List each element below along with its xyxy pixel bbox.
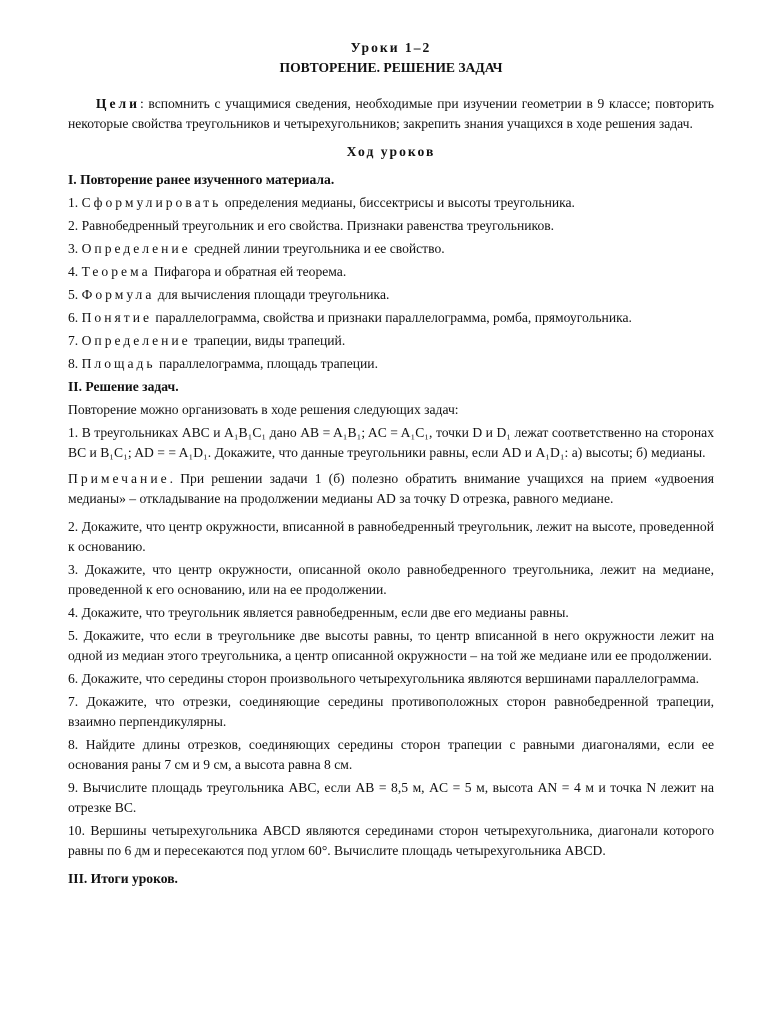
goals-text: : вспомнить с учащимися сведения, необходимые при изучении геометрии в 9 классе; повторить некоторые свойства треугольников и четырехугольников; закрепить знания учащихся в ходе решения задач. xyxy=(68,96,714,131)
list-item: 5. Формула для вычисления площади треугольника. xyxy=(68,287,390,302)
task-item: 6. Докажите, что середины сторон произвольного четырехугольника являются вершинами параллелограмма. xyxy=(68,671,700,686)
task-item: 4. Докажите, что треугольник является равнобедренным, если две его медианы равны. xyxy=(68,605,569,620)
list-item: 8. Площадь параллелограмма, площадь трапеции. xyxy=(68,356,378,371)
section-2-intro: Повторение можно организовать в ходе решения следующих задач: xyxy=(68,402,459,417)
tasks-list xyxy=(68,517,714,861)
task-item: 3. Докажите, что центр окружности, описанной около равнобедренного треугольника, лежит на медиане, проведенной к его основанию, или на ее продолжении. xyxy=(68,562,714,597)
task-item: 9. Вычислите площадь треугольника ABC, если AB = 8,5 м, AC = 5 м, высота AN = 4 м и точка N лежит на отрезке BC. xyxy=(68,780,714,815)
note-label: Примечание xyxy=(68,471,170,486)
goals-label: Цели xyxy=(95,96,140,111)
task-item: 10. Вершины четырехугольника ABCD являются серединами сторон четырехугольника, диагонали которого равны по 6 дм и пересекаются под углом 60°. Вычислите площадь четырехугольника ABCD. xyxy=(68,823,714,858)
section-3-title: III. Итоги уроков. xyxy=(68,871,178,886)
section-2-title: II. Решение задач. xyxy=(68,379,179,394)
note-text: . При решении задачи 1 (б) полезно обратить внимание учащихся на прием «удвоения медианы» – откладывание на продолжении медианы AD за точку D отрезка, равного медиане. xyxy=(68,471,714,506)
note-paragraph xyxy=(68,469,714,509)
task-item: 5. Докажите, что если в треугольнике две высоты равны, то центр вписанной в него окружности лежит на одной из медиан этого треугольника, а центр описанной окружности – на той же медиане или ее продолжении. xyxy=(68,628,714,663)
goals-paragraph xyxy=(68,94,714,134)
list-item: 3. Определение средней линии треугольника и ее свойство. xyxy=(68,241,445,256)
task-item: 2. Докажите, что центр окружности, вписанной в равнобедренный треугольник, лежит на высоте, проведенной к основанию. xyxy=(68,519,714,554)
section-1-list xyxy=(68,193,714,374)
task-item: 7. Докажите, что отрезки, соединяющие середины противоположных сторон равнобедренной трапеции, взаимно перпендикулярны. xyxy=(68,694,714,729)
lesson-number: Уроки 1–2 xyxy=(350,40,432,55)
list-item: 7. Определение трапеции, виды трапеций. xyxy=(68,333,346,348)
list-item: 6. Понятие параллелограмма, свойства и признаки параллелограмма, ромба, прямоугольника. xyxy=(68,310,632,325)
task-item: 8. Найдите длины отрезков, соединяющих середины сторон трапеции с равными диагоналями, если ее основания раны 7 см и 9 см, а высота равна 8 см. xyxy=(68,737,714,772)
section-1-title: I. Повторение ранее изученного материала. xyxy=(68,172,335,187)
list-item: 1. Сформулировать определения медианы, биссектрисы и высоты треугольника. xyxy=(68,195,575,210)
task-1: 1. В треугольниках ABC и A₁B₁C₁ дано AB = A₁B₁; AC = A₁C₁, точки D и D₁ лежат соответственно на сторонах BC и B₁C₁; AD = = A₁D₁. Докажите, что данные треугольники равны, если AD и A₁D₁: а) высоты; б) медианы. xyxy=(68,425,714,460)
page-title: ПОВТОРЕНИЕ. РЕШЕНИЕ ЗАДАЧ xyxy=(279,60,503,75)
list-item: 4. Теорема Пифагора и обратная ей теорема. xyxy=(68,264,347,279)
list-item: 2. Равнобедренный треугольник и его свойства. Признаки равенства треугольников. xyxy=(68,218,555,233)
course-title: Ход уроков xyxy=(346,144,436,159)
